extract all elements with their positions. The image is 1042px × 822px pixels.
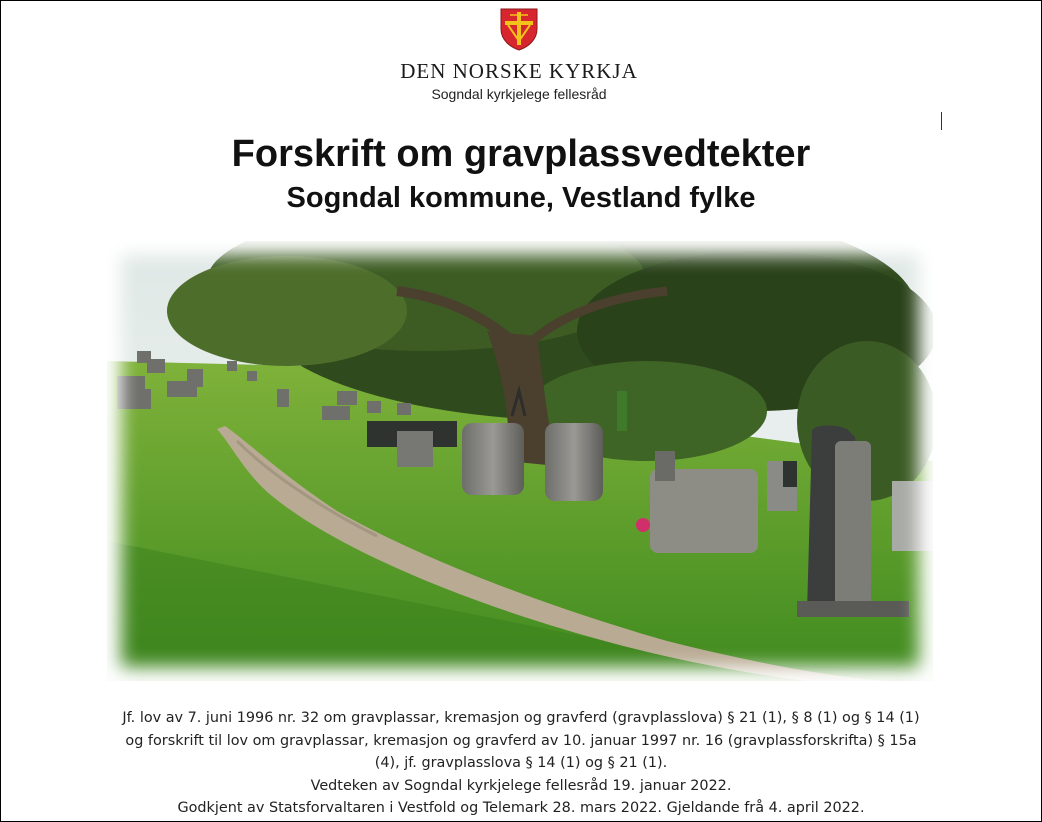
church-shield-cross-icon xyxy=(499,7,539,51)
legal-citation xyxy=(61,707,981,820)
citation-line: Vedteken av Sogndal kyrkjelege fellesråd 19. januar 2022. xyxy=(310,777,732,794)
citation-line: Jf. lov av 7. juni 1996 nr. 32 om gravplassar, kremasjon og gravferd (gravplasslova) § 21 (1), § 8 (1) og § 14 (1) xyxy=(122,710,920,726)
citation-line: Godkjent av Statsforvaltaren i Vestfold og Telemark 28. mars 2022. Gjeldande frå 4. april 2022. xyxy=(177,800,865,816)
citation-line: og forskrift til lov om gravplassar, kremasjon og gravferd av 10. januar 1997 nr. 16 (gravplassforskrifta) § 15a xyxy=(125,732,917,749)
document-title: Forskrift om gravplassvedtekter xyxy=(231,133,811,175)
org-subtitle: Sogndal kyrkjelege fellesråd xyxy=(431,86,607,102)
org-name: DEN NORSKE KYRKJA xyxy=(400,59,638,83)
churchyard-photo xyxy=(107,241,933,681)
document-subtitle: Sogndal kommune, Vestland fylke xyxy=(286,182,756,214)
text-cursor xyxy=(941,112,942,130)
citation-line: (4), jf. gravplasslova § 14 (1) og § 21 (1). xyxy=(374,755,668,771)
